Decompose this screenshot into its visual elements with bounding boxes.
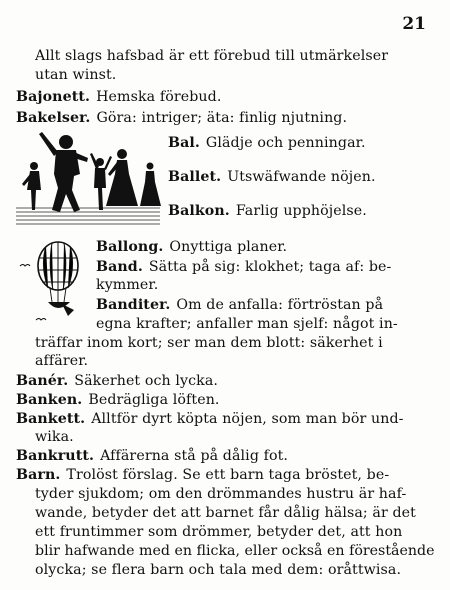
entry-text: träffar inom kort; ser man dem blott: säkerhet i: [35, 335, 383, 351]
entry-text: wika.: [35, 429, 74, 445]
dancers-illustration: [14, 124, 162, 232]
headword: Bal.: [168, 135, 200, 151]
entry-text: Hemska förebud.: [96, 89, 222, 105]
entry-text: affärer.: [35, 353, 89, 369]
entry-line: [16, 466, 389, 484]
text-line: [96, 315, 398, 333]
headword: Band.: [96, 259, 143, 275]
entry-text: Glädje och penningar.: [205, 135, 366, 151]
headword: Banken.: [16, 392, 83, 408]
entry-text: Utswäfwande nöjen.: [227, 169, 376, 185]
text-line: [35, 352, 88, 370]
headword: Balkon.: [168, 203, 230, 219]
headword: Ballet.: [168, 169, 222, 185]
text-line: [35, 542, 435, 560]
entry-text: Om de anfalla: förtröstan på: [176, 297, 384, 313]
entry-text: tyder sjukdom; om den drömmandes hustru är haf-: [35, 486, 407, 502]
entry-text: Affärerna stå på dålig fot.: [100, 448, 289, 464]
entry-line: [96, 238, 287, 256]
entry-line: [168, 202, 367, 220]
entry-text: Onyttiga planer.: [169, 239, 288, 255]
entry-text: utan winst.: [35, 67, 117, 83]
headword: Ballong.: [96, 239, 164, 255]
entry-text: Alltför dyrt köpta nöjen, som man bör und-: [91, 411, 404, 427]
entry-text: wande, betyder det att barnet får dålig hälsa; är det: [35, 505, 416, 521]
text-line: [35, 428, 74, 446]
entry-line: [16, 109, 347, 127]
headword: Bakelser.: [16, 110, 91, 126]
entry-text: ett fruntimmer som drömmer, betyder det, att hon: [35, 524, 403, 540]
entry-line: [16, 88, 221, 106]
text-line: [35, 485, 406, 503]
entry-line: [96, 258, 391, 276]
text-line: [35, 66, 116, 84]
text-line: [35, 504, 416, 522]
text-line: [35, 334, 383, 352]
entry-text: kymmer.: [96, 277, 159, 293]
entry-line: [16, 372, 218, 390]
headword: Bajonett.: [16, 89, 91, 105]
entry-text: Säkerhet och lycka.: [74, 373, 219, 389]
entry-line: [16, 447, 288, 465]
entry-text: olycka; se flera barn och tala med dem: oråttwisa.: [35, 562, 402, 578]
entry-text: Allt slags hafsbad är ett förebud till utmärkelser: [35, 48, 389, 64]
entry-line: [168, 134, 366, 152]
headword: Barn.: [16, 467, 61, 483]
entry-text: egna krafter; anfaller man sjelf: något in-: [96, 316, 398, 332]
entry-text: Sätta på sig: klokhet; taga af: be-: [148, 259, 392, 275]
entry-line: [16, 410, 404, 428]
entry-text: Farlig upphöjelse.: [235, 203, 367, 219]
headword: Banditer.: [96, 297, 171, 313]
balloon-illustration: [18, 240, 94, 332]
entry-text: Göra: intriger; äta: finlig njutning.: [96, 110, 348, 126]
text-line: [35, 47, 388, 65]
headword: Bankrutt.: [16, 448, 95, 464]
headword: Banér.: [16, 373, 69, 389]
text-line: [35, 561, 401, 579]
text-line: [96, 276, 158, 294]
entry-text: blir hafwande med en flicka, eller också en förestående: [35, 543, 435, 559]
entry-line: [168, 168, 376, 186]
entry-line: [96, 296, 383, 314]
entry-text: Trolöst förslag. Se ett barn taga bröstet, be-: [66, 467, 390, 483]
headword: Bankett.: [16, 411, 86, 427]
entry-text: Bedrägliga löften.: [88, 392, 220, 408]
page-number: 21: [402, 14, 426, 34]
text-line: [35, 523, 402, 541]
entry-line: [16, 391, 220, 409]
